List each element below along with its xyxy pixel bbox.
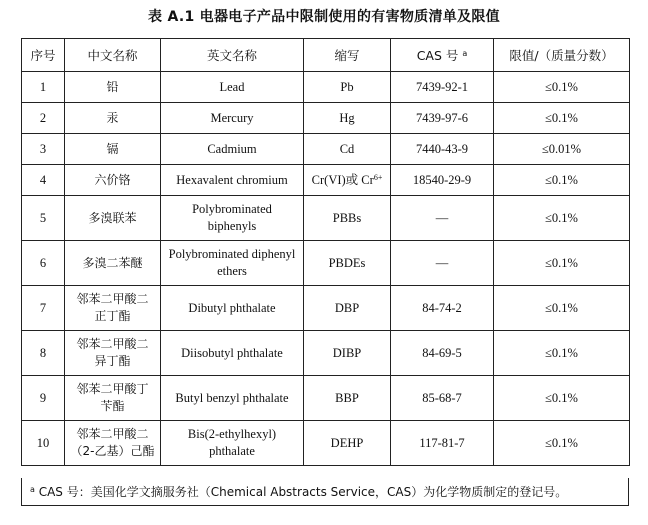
cell-en-name xyxy=(161,103,304,134)
en-name-line: Diisobutyl phthalate xyxy=(181,345,283,360)
cell-no: 8 xyxy=(22,331,65,376)
cell-en-name xyxy=(161,72,304,103)
header-en-name: 英文名称 xyxy=(161,39,304,72)
header-cn-name: 中文名称 xyxy=(65,39,161,72)
cell-no: 9 xyxy=(22,376,65,421)
table-row xyxy=(22,241,630,286)
cn-name-line: 汞 xyxy=(106,110,119,125)
header-cas xyxy=(391,39,494,72)
footnote-text: CAS 号：美国化学文摘服务社（Chemical Abstracts Service，CAS）为化学物质制定的登记号。 xyxy=(34,485,568,499)
cell-cas: 7439-92-1 xyxy=(391,72,494,103)
en-name-line: biphenyls xyxy=(207,219,257,233)
cell-limit: ≤0.1% xyxy=(494,196,630,241)
cell-limit: ≤0.1% xyxy=(494,331,630,376)
abbr-text: Pb xyxy=(340,79,354,94)
cell-en-name xyxy=(161,376,304,421)
cell-no: 6 xyxy=(22,241,65,286)
cell-cas: 117-81-7 xyxy=(391,421,494,466)
cell-limit: ≤0.1% xyxy=(494,103,630,134)
cell-en-name xyxy=(161,134,304,165)
abbr-superscript: 6+ xyxy=(373,172,383,182)
table-footnote xyxy=(21,478,629,506)
abbr-text: Hg xyxy=(339,110,355,125)
cell-no: 1 xyxy=(22,72,65,103)
cell-cn-name xyxy=(65,196,161,241)
cell-en-name xyxy=(161,241,304,286)
header-row xyxy=(22,39,630,72)
abbr-text: PBBs xyxy=(332,210,362,225)
cn-name-line: 正丁酯 xyxy=(94,309,131,323)
cell-no: 2 xyxy=(22,103,65,134)
cell-cn-name xyxy=(65,241,161,286)
cell-abbr xyxy=(304,331,391,376)
cell-cn-name xyxy=(65,165,161,196)
cell-abbr xyxy=(304,72,391,103)
cell-en-name xyxy=(161,286,304,331)
abbr-text: DBP xyxy=(334,300,360,315)
restricted-substances-table xyxy=(21,38,630,466)
header-no: 序号 xyxy=(22,39,65,72)
cell-no: 7 xyxy=(22,286,65,331)
abbr-text: DIBP xyxy=(332,345,362,360)
en-name-line: Dibutyl phthalate xyxy=(188,300,276,315)
cn-name-line: 镉 xyxy=(106,141,119,156)
cell-cn-name xyxy=(65,103,161,134)
table-row xyxy=(22,72,630,103)
cn-name-line: 邻苯二甲酸二 xyxy=(76,292,149,306)
cell-limit: ≤0.1% xyxy=(494,165,630,196)
cell-abbr xyxy=(304,103,391,134)
table-row xyxy=(22,165,630,196)
cn-name-line: 邻苯二甲酸丁 xyxy=(76,382,149,396)
cn-name-line: 六价铬 xyxy=(94,172,131,187)
en-name-line: phthalate xyxy=(209,444,255,458)
abbr-text: DEHP xyxy=(330,435,364,450)
cell-cas: 84-69-5 xyxy=(391,331,494,376)
en-name-line: Lead xyxy=(219,79,245,94)
cn-name-line: （2-乙基）己酯 xyxy=(70,444,155,458)
cell-abbr xyxy=(304,196,391,241)
cell-cas: 7440-43-9 xyxy=(391,134,494,165)
cell-cn-name xyxy=(65,286,161,331)
cell-limit: ≤0.1% xyxy=(494,241,630,286)
en-name-line: Mercury xyxy=(210,110,254,125)
table-row xyxy=(22,376,630,421)
cell-abbr xyxy=(304,376,391,421)
cell-abbr xyxy=(304,241,391,286)
cell-no: 5 xyxy=(22,196,65,241)
abbr-text: PBDEs xyxy=(328,255,366,270)
abbr-text: Cd xyxy=(339,141,355,156)
cn-name-line: 苄酯 xyxy=(100,399,125,413)
cell-cn-name xyxy=(65,421,161,466)
table-row xyxy=(22,331,630,376)
cn-name-line: 多溴二苯醚 xyxy=(82,255,143,270)
en-name-line: Bis(2-ethylhexyl) xyxy=(187,427,277,441)
cell-no: 10 xyxy=(22,421,65,466)
table-body xyxy=(22,72,630,466)
cell-limit: ≤0.1% xyxy=(494,286,630,331)
header-limit: 限值/（质量分数） xyxy=(494,39,630,72)
cell-en-name xyxy=(161,421,304,466)
cell-cas: 18540-29-9 xyxy=(391,165,494,196)
cell-abbr xyxy=(304,134,391,165)
en-name-line: Cadmium xyxy=(207,141,257,156)
table-row xyxy=(22,134,630,165)
cell-no: 4 xyxy=(22,165,65,196)
en-name-line: Polybrominated xyxy=(192,202,272,216)
cn-name-line: 铅 xyxy=(106,79,119,94)
cell-limit: ≤0.1% xyxy=(494,421,630,466)
cell-cn-name xyxy=(65,376,161,421)
cn-name-line: 多溴联苯 xyxy=(88,210,137,225)
cell-cas: — xyxy=(391,196,494,241)
table-row xyxy=(22,421,630,466)
footnote-mark: a xyxy=(30,485,35,494)
table-row xyxy=(22,286,630,331)
en-name-line: ethers xyxy=(217,264,247,278)
header-abbr: 缩写 xyxy=(304,39,391,72)
table-row xyxy=(22,196,630,241)
cell-cn-name xyxy=(65,72,161,103)
cell-cas: 7439-97-6 xyxy=(391,103,494,134)
abbr-text: BBP xyxy=(335,390,359,405)
cell-en-name xyxy=(161,331,304,376)
cell-cn-name xyxy=(65,134,161,165)
cn-name-line: 异丁酯 xyxy=(94,354,131,368)
abbr-text: Cr(VI)或 Cr xyxy=(311,172,374,187)
cell-cn-name xyxy=(65,331,161,376)
header-cas-footnote-mark: a xyxy=(462,48,468,58)
table-row xyxy=(22,103,630,134)
en-name-line: Polybrominated diphenyl xyxy=(168,247,296,261)
cell-cas: 85-68-7 xyxy=(391,376,494,421)
cn-name-line: 邻苯二甲酸二 xyxy=(76,427,149,441)
en-name-line: Butyl benzyl phthalate xyxy=(175,390,289,405)
cell-cas: 84-74-2 xyxy=(391,286,494,331)
cell-limit: ≤0.1% xyxy=(494,376,630,421)
cell-cas: — xyxy=(391,241,494,286)
cn-name-line: 邻苯二甲酸二 xyxy=(76,337,149,351)
cell-en-name xyxy=(161,196,304,241)
cell-limit: ≤0.1% xyxy=(494,72,630,103)
cell-abbr xyxy=(304,165,391,196)
cell-no: 3 xyxy=(22,134,65,165)
cell-abbr xyxy=(304,421,391,466)
cell-limit: ≤0.01% xyxy=(494,134,630,165)
en-name-line: Hexavalent chromium xyxy=(176,172,288,187)
table-caption: 表 A.1 电器电子产品中限制使用的有害物质清单及限值 xyxy=(147,9,500,25)
header-cas-label: CAS 号 xyxy=(416,47,459,63)
cell-en-name xyxy=(161,165,304,196)
cell-abbr xyxy=(304,286,391,331)
